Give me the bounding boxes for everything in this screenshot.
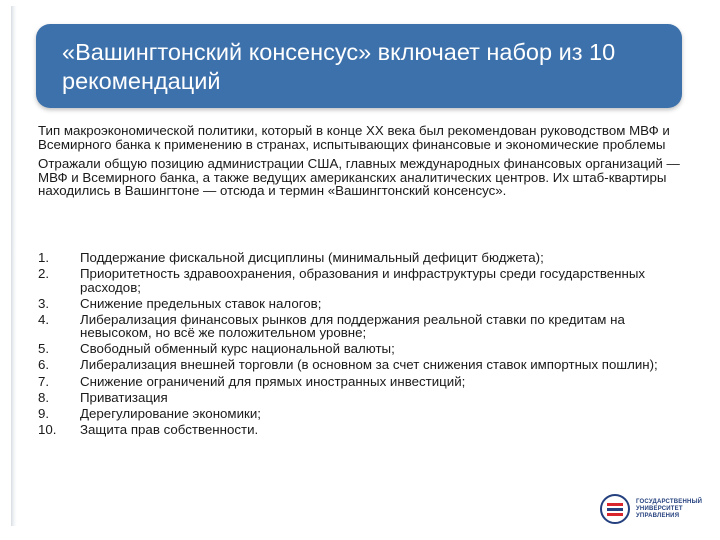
item-number: 3.: [38, 295, 50, 311]
item-text: Свободный обменный курс национальной валюты;: [80, 341, 395, 357]
slide-title: «Вашингтонский консенсус» включает набор из 10 рекомендаций: [62, 39, 616, 94]
paragraph-origin: Отражали общую позицию администрации США, главных международных финансовых организаций — МВФ и Всемирного банка, а также ведущих американских аналитических центров. Их штаб-квартиры находились в Вашингтоне — отсюда и термин «Вашингтонский консенсус».: [38, 156, 680, 198]
item-text: Защита прав собственности.: [80, 421, 259, 437]
list-item: [38, 297, 678, 311]
paragraph-definition: Тип макроэкономической политики, который в конце XX века был рекомендован руководством МВФ и Всемирного банка к применению в странах, испытывающих финансовые и экономические проблемы: [38, 123, 670, 152]
item-text: Приоритетность здравоохранения, образования и инфраструктуры среди государственных расходов;: [80, 266, 646, 295]
list-item: [38, 358, 678, 372]
list-item: [38, 375, 678, 389]
left-edge-shadow: [11, 6, 17, 526]
list-item: [38, 251, 678, 265]
item-number: 6.: [38, 357, 50, 373]
university-logo: [600, 492, 703, 526]
recommendations-list: [38, 251, 678, 439]
item-number: 5.: [38, 341, 50, 357]
logo-line-2: УНИВЕРСИТЕТ: [636, 505, 683, 512]
intro-text: [38, 124, 698, 204]
list-item: [38, 391, 678, 405]
title-banner: [36, 24, 682, 108]
item-number: 10.: [38, 421, 57, 437]
item-text: Поддержание фискальной дисциплины (минимальный дефицит бюджета);: [80, 250, 544, 265]
item-text: Либерализация финансовых рынков для поддержания реальной ставки по кредитам на невысоком, но всё же положительном уровне;: [80, 311, 625, 341]
item-text: Приватизация: [80, 389, 168, 405]
item-number: 2.: [38, 266, 50, 282]
item-number: 9.: [38, 405, 50, 421]
item-text: Снижение предельных ставок налогов;: [80, 295, 322, 311]
university-emblem-icon: [600, 494, 630, 524]
item-number: 1.: [38, 250, 50, 265]
list-item: [38, 313, 678, 340]
logo-line-3: УПРАВЛЕНИЯ: [636, 512, 680, 519]
item-number: 8.: [38, 389, 50, 405]
list-item: [38, 407, 678, 421]
logo-line-1: ГОСУДАРСТВЕННЫЙ: [636, 498, 703, 505]
item-text: Снижение ограничений для прямых иностранных инвестиций;: [80, 373, 466, 389]
list-item: [38, 423, 678, 437]
list-item: [38, 267, 678, 294]
list-item: [38, 342, 678, 356]
item-text: Дерегулирование экономики;: [80, 405, 261, 421]
logo-caption: [636, 499, 702, 520]
item-text: Либерализация внешней торговли (в основном за счет снижения ставок импортных пошлин);: [80, 357, 658, 373]
item-number: 4.: [38, 311, 50, 327]
item-number: 7.: [38, 373, 50, 389]
